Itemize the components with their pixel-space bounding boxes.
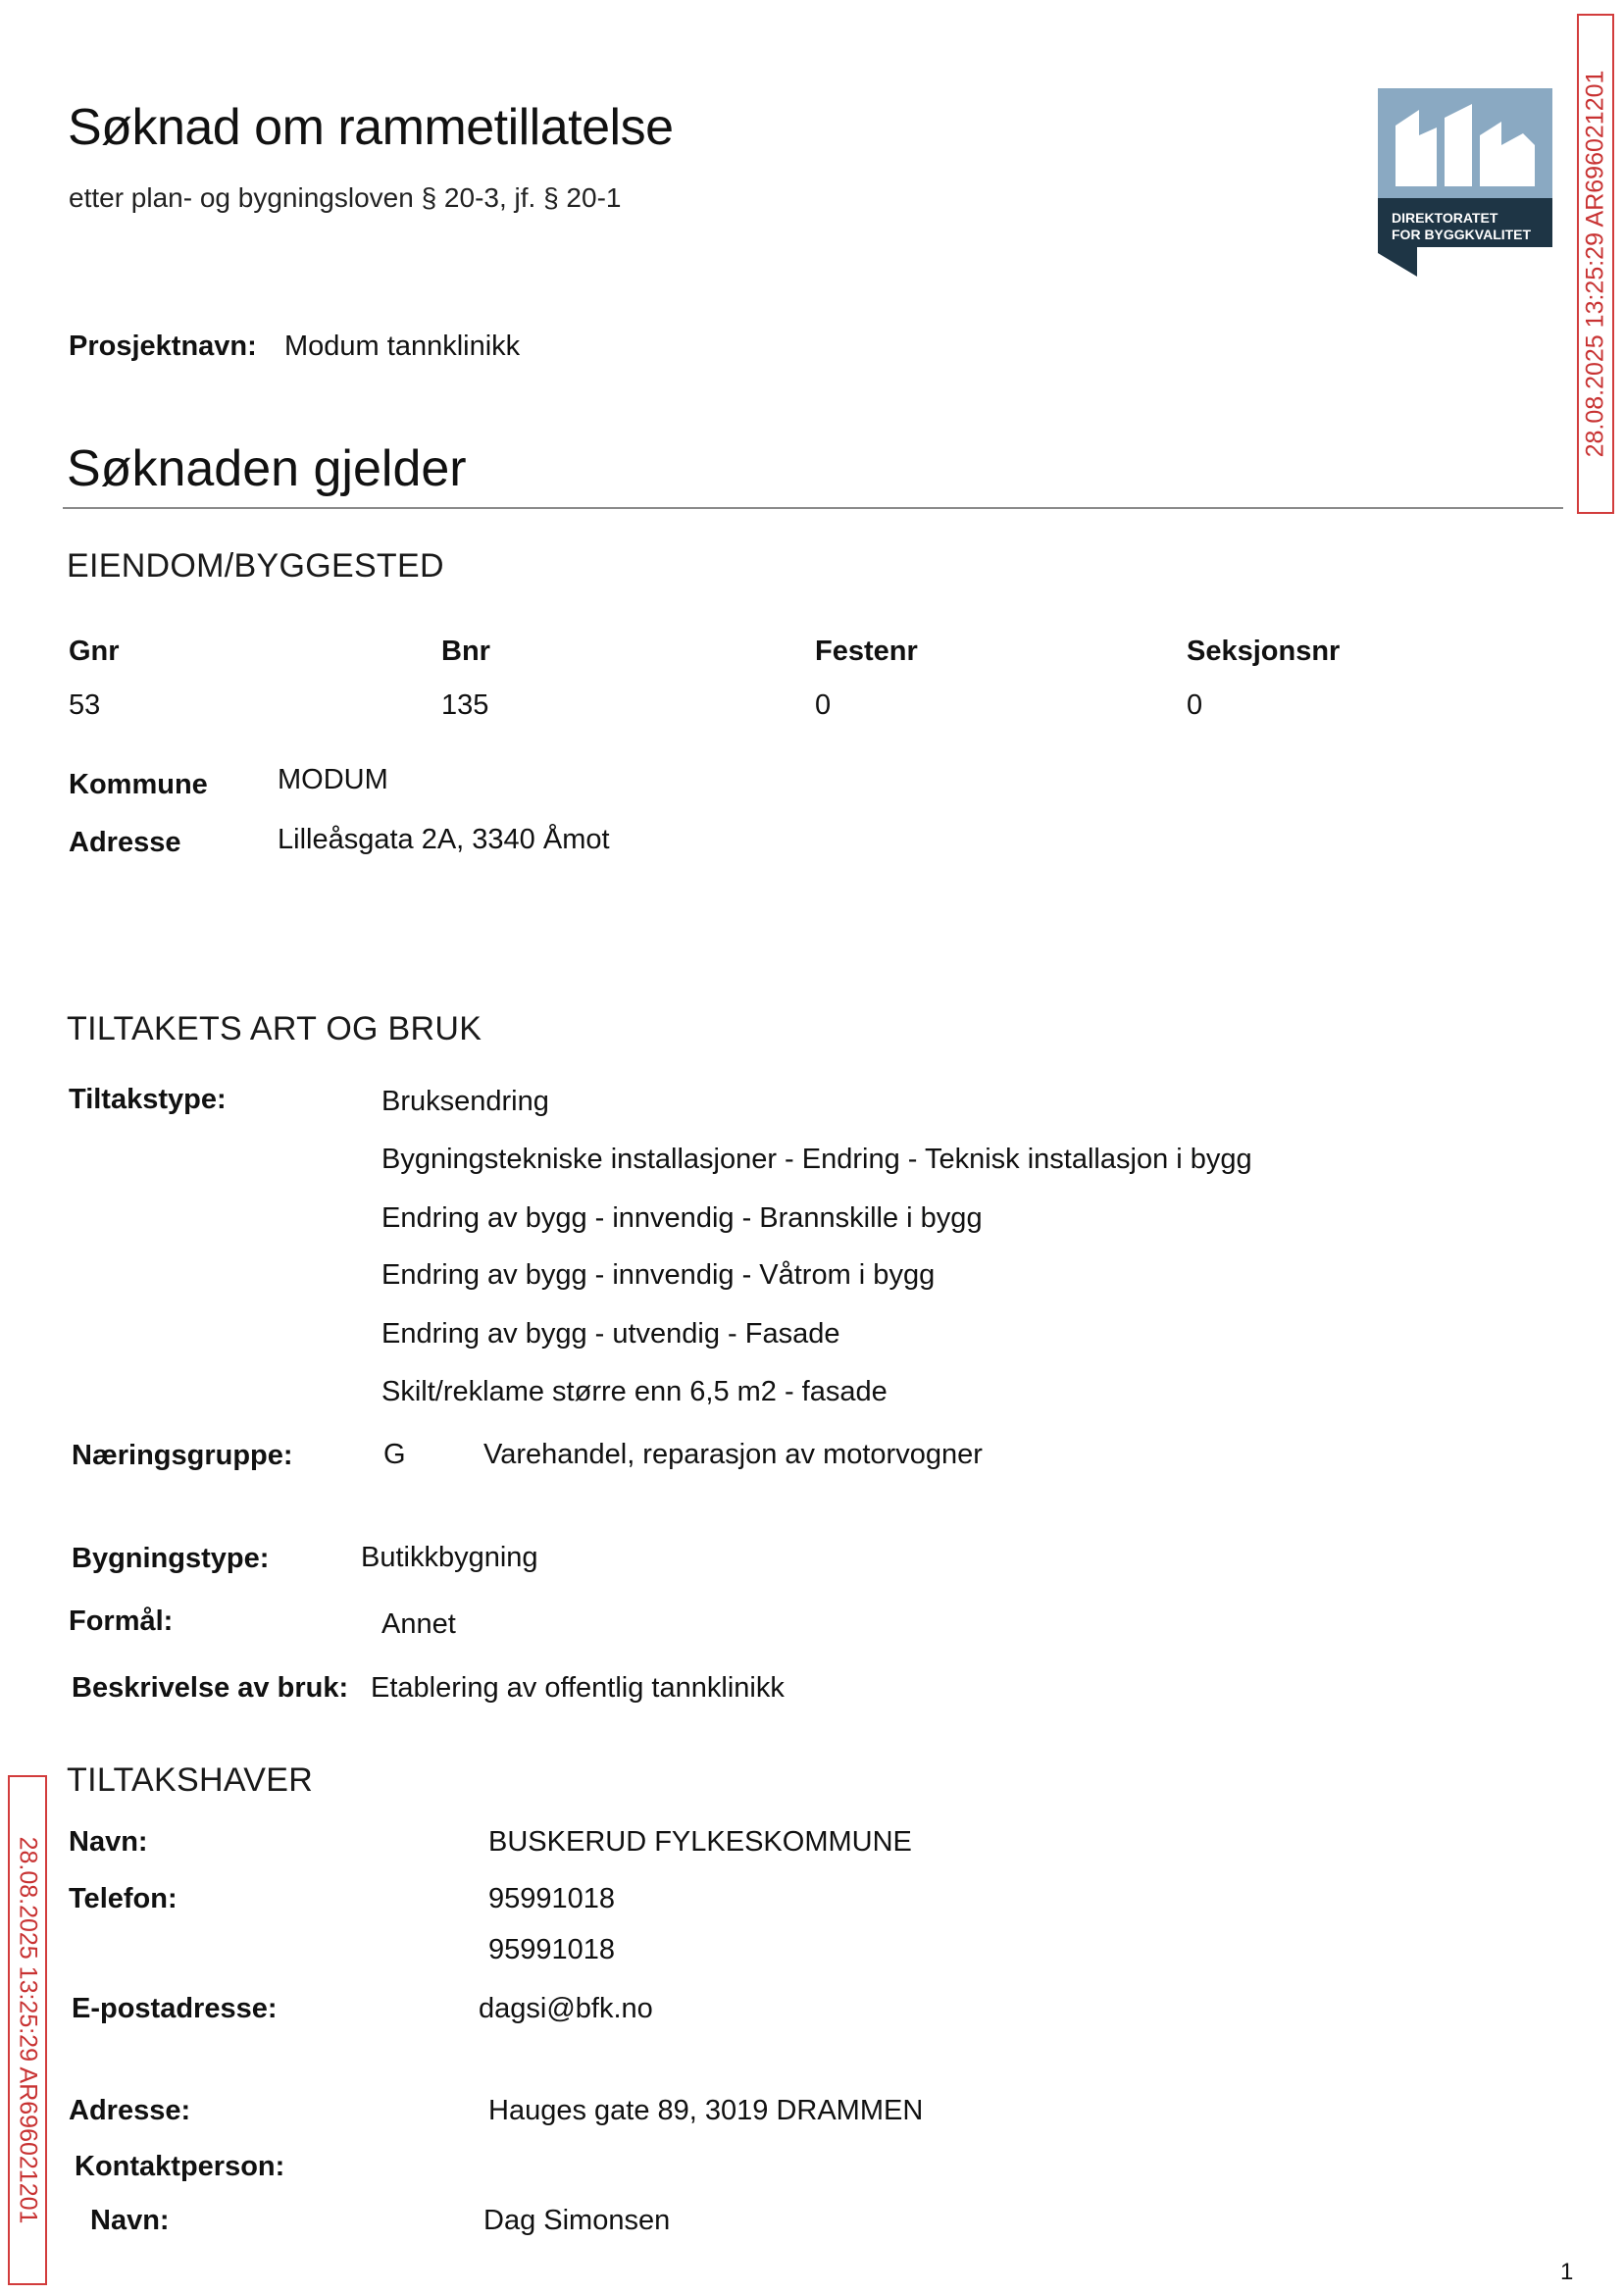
section-divider xyxy=(63,507,1563,509)
beskrivelse-label: Beskrivelse av bruk: xyxy=(72,1672,349,1704)
navn-value: BUSKERUD FYLKESKOMMUNE xyxy=(488,1826,912,1858)
seksjonsnr-label: Seksjonsnr xyxy=(1187,636,1341,667)
tiltak-heading: TILTAKETS ART OG BRUK xyxy=(67,1010,482,1047)
naeringsgruppe-label: Næringsgruppe: xyxy=(72,1440,293,1471)
beskrivelse-value: Etablering av offentlig tannklinikk xyxy=(371,1672,785,1704)
kontaktperson-label: Kontaktperson: xyxy=(75,2151,285,2182)
dibk-logo-graphic xyxy=(1378,88,1552,277)
stamp-text-top: 28.08.2025 13:25:29 AR696021201 xyxy=(1581,70,1609,458)
bygningstype-value: Butikkbygning xyxy=(361,1542,538,1573)
telefon-value: 95991018 xyxy=(488,1934,616,1965)
tiltakstype-item: Bygningstekniske installasjoner - Endring - Teknisk installasjon i bygg xyxy=(381,1144,1252,1175)
adresse-label: Adresse xyxy=(69,827,181,858)
tiltakshaver-adresse-value: Hauges gate 89, 3019 DRAMMEN xyxy=(488,2095,924,2126)
gnr-value: 53 xyxy=(69,689,101,721)
kontakt-navn-label: Navn: xyxy=(90,2205,170,2236)
project-value: Modum tannklinikk xyxy=(284,331,521,362)
telefon-value: 95991018 xyxy=(488,1883,616,1914)
received-stamp-left xyxy=(8,1775,47,2285)
received-stamp-top xyxy=(1577,14,1614,514)
bygningstype-label: Bygningstype: xyxy=(72,1543,270,1574)
page-number: 1 xyxy=(1560,2259,1574,2285)
kommune-label: Kommune xyxy=(69,769,208,800)
seksjonsnr-value: 0 xyxy=(1187,689,1203,721)
logo-text-line2: FOR BYGGKVALITET xyxy=(1392,227,1532,242)
tiltakstype-label: Tiltakstype: xyxy=(69,1084,227,1115)
naeringsgruppe-code: G xyxy=(383,1439,406,1470)
section-title: Søknaden gjelder xyxy=(67,440,467,497)
naeringsgruppe-text: Varehandel, reparasjon av motorvogner xyxy=(483,1439,983,1470)
logo-text-line1: DIREKTORATET xyxy=(1392,210,1498,226)
tiltakstype-item: Skilt/reklame større enn 6,5 m2 - fasade xyxy=(381,1376,888,1407)
tiltakshaver-heading: TILTAKSHAVER xyxy=(67,1761,314,1799)
epost-label: E-postadresse: xyxy=(72,1993,278,2024)
formal-label: Formål: xyxy=(69,1606,174,1637)
telefon-label: Telefon: xyxy=(69,1883,178,1914)
property-heading: EIENDOM/BYGGESTED xyxy=(67,547,444,585)
festenr-label: Festenr xyxy=(815,636,918,667)
bnr-value: 135 xyxy=(441,689,489,721)
navn-label: Navn: xyxy=(69,1826,148,1858)
formal-value: Annet xyxy=(381,1608,456,1640)
bnr-label: Bnr xyxy=(441,636,490,667)
document-title: Søknad om rammetillatelse xyxy=(68,99,674,156)
tiltakstype-item: Bruksendring xyxy=(381,1086,549,1117)
tiltakshaver-adresse-label: Adresse: xyxy=(69,2095,191,2126)
tiltakstype-item: Endring av bygg - innvendig - Våtrom i bygg xyxy=(381,1259,936,1291)
document-subtitle: etter plan- og bygningsloven § 20-3, jf. § 20-1 xyxy=(69,182,622,213)
tiltakstype-item: Endring av bygg - innvendig - Brannskille i bygg xyxy=(381,1202,983,1234)
kommune-value: MODUM xyxy=(278,764,388,795)
kontakt-navn-value: Dag Simonsen xyxy=(483,2205,671,2236)
tiltakstype-item: Endring av bygg - utvendig - Fasade xyxy=(381,1318,840,1350)
adresse-value: Lilleåsgata 2A, 3340 Åmot xyxy=(278,824,610,855)
dibk-logo xyxy=(1378,88,1552,277)
festenr-value: 0 xyxy=(815,689,832,721)
project-label: Prosjektnavn: xyxy=(69,331,257,362)
epost-value: dagsi@bfk.no xyxy=(479,1993,653,2024)
gnr-label: Gnr xyxy=(69,636,120,667)
stamp-text-left: 28.08.2025 13:25:29 AR696021201 xyxy=(14,1836,42,2224)
